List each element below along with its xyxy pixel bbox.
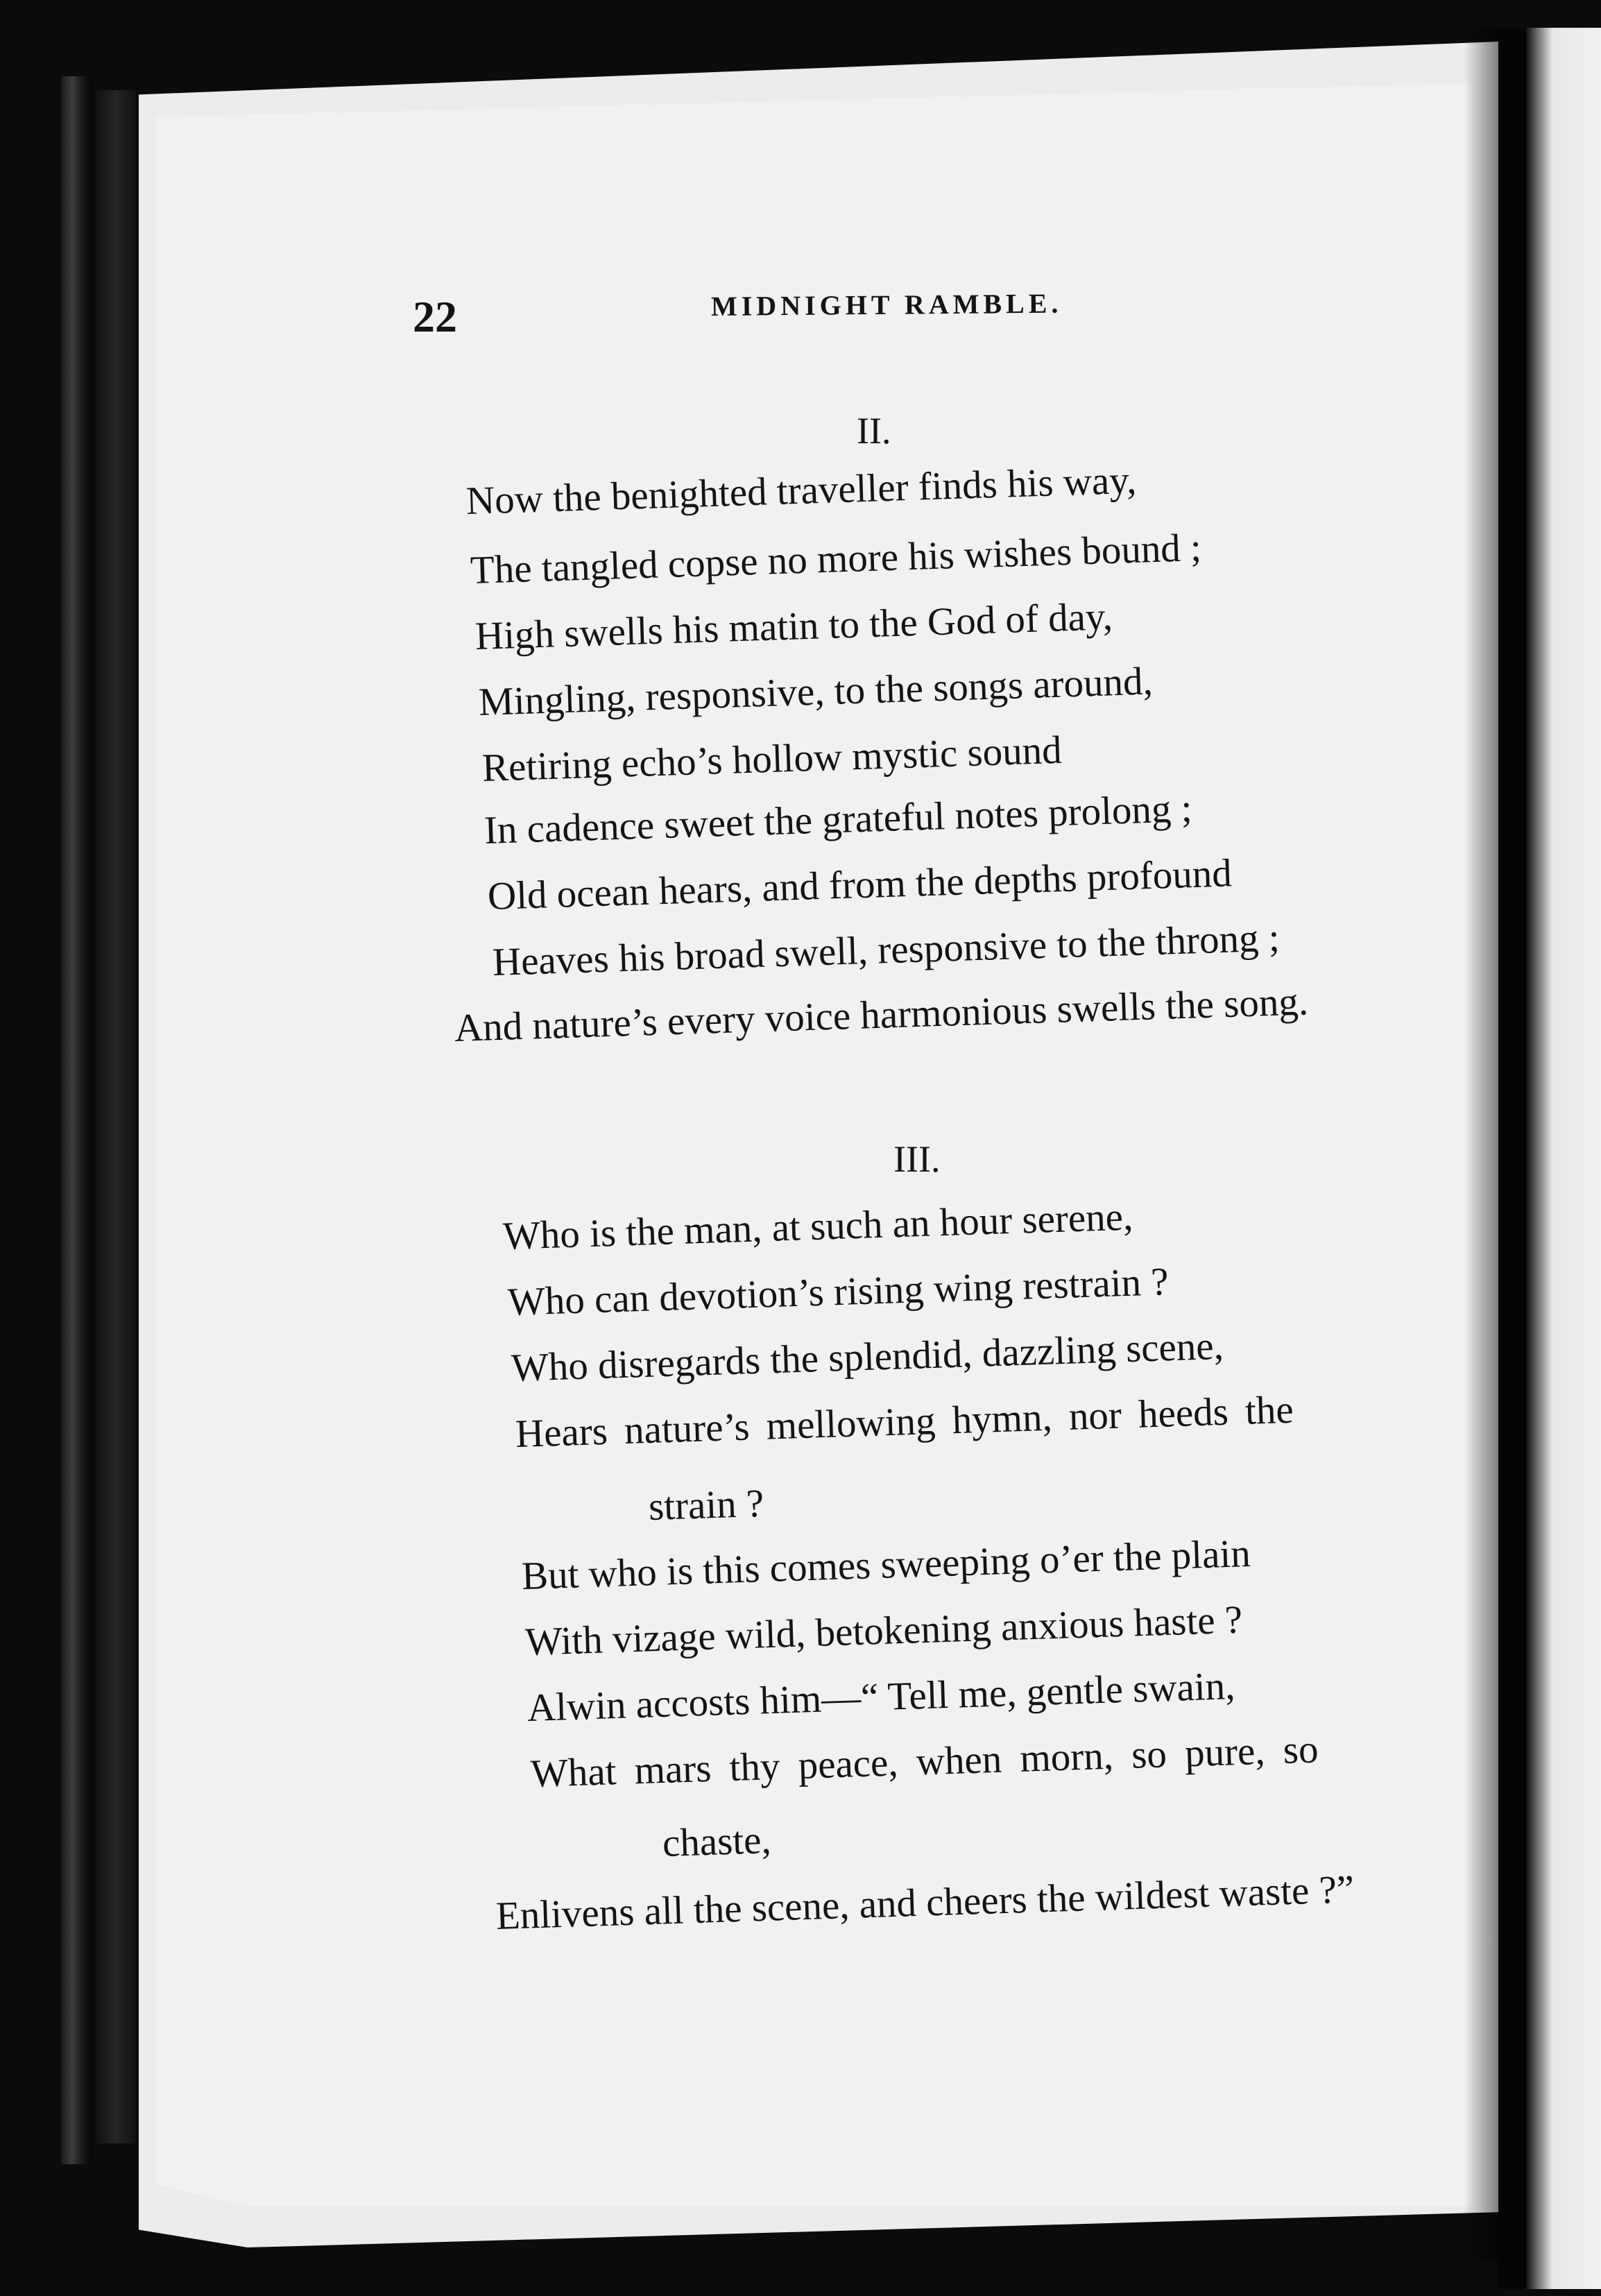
running-title: MIDNIGHT RAMBLE.	[710, 287, 1063, 322]
verse-line: With vizage wild, betokening anxious haste ?	[524, 1597, 1244, 1664]
stanza-number: II.	[857, 410, 891, 452]
verse-line: But who is this comes sweeping o’er the plain	[521, 1531, 1251, 1598]
verse-line: Heaves his broad swell, responsive to the throng ;	[492, 916, 1281, 984]
page-number: 22	[413, 292, 457, 341]
verse-line: Mingling, responsive, to the songs around,	[478, 659, 1154, 724]
page-stack-edge	[94, 90, 136, 2143]
verse-line: Retiring echo’s hollow mystic sound	[481, 728, 1063, 790]
verse-line-continuation: strain ?	[648, 1481, 765, 1529]
stanza-number: III.	[893, 1138, 941, 1180]
verse-line: Who is the man, at such an hour serene,	[502, 1194, 1134, 1258]
verse-line: Hears nature’s mellowing hymn, nor heeds the	[515, 1387, 1294, 1456]
verse-line: Old ocean hears, and from the depths profound	[487, 851, 1233, 918]
verse-line: Who can devotion’s rising wing restrain ?	[507, 1260, 1170, 1324]
verse-line: And nature’s every voice harmonious swells the song.	[454, 979, 1309, 1050]
facing-page-edge	[1526, 28, 1601, 2289]
verse-line-continuation: chaste,	[662, 1818, 772, 1865]
verse-line: In cadence sweet the grateful notes prolong ;	[483, 786, 1193, 853]
verse-line: The tangled copse no more his wishes bound ;	[470, 525, 1202, 592]
binding-edge	[61, 76, 89, 2164]
verse-line: Enlivens all the scene, and cheers the wildest waste ?”	[495, 1867, 1355, 1938]
verse-line: What mars thy peace, when morn, so pure, so	[530, 1727, 1319, 1796]
book-gutter	[1498, 28, 1527, 2289]
verse-line: Now the benighted traveller finds his way,	[465, 458, 1138, 523]
verse-line: Alwin accosts him—“ Tell me, gentle swain,	[526, 1663, 1236, 1730]
verse-line: Who disregards the splendid, dazzling scene,	[511, 1323, 1224, 1390]
verse-line: High swells his matin to the God of day,	[474, 594, 1113, 658]
